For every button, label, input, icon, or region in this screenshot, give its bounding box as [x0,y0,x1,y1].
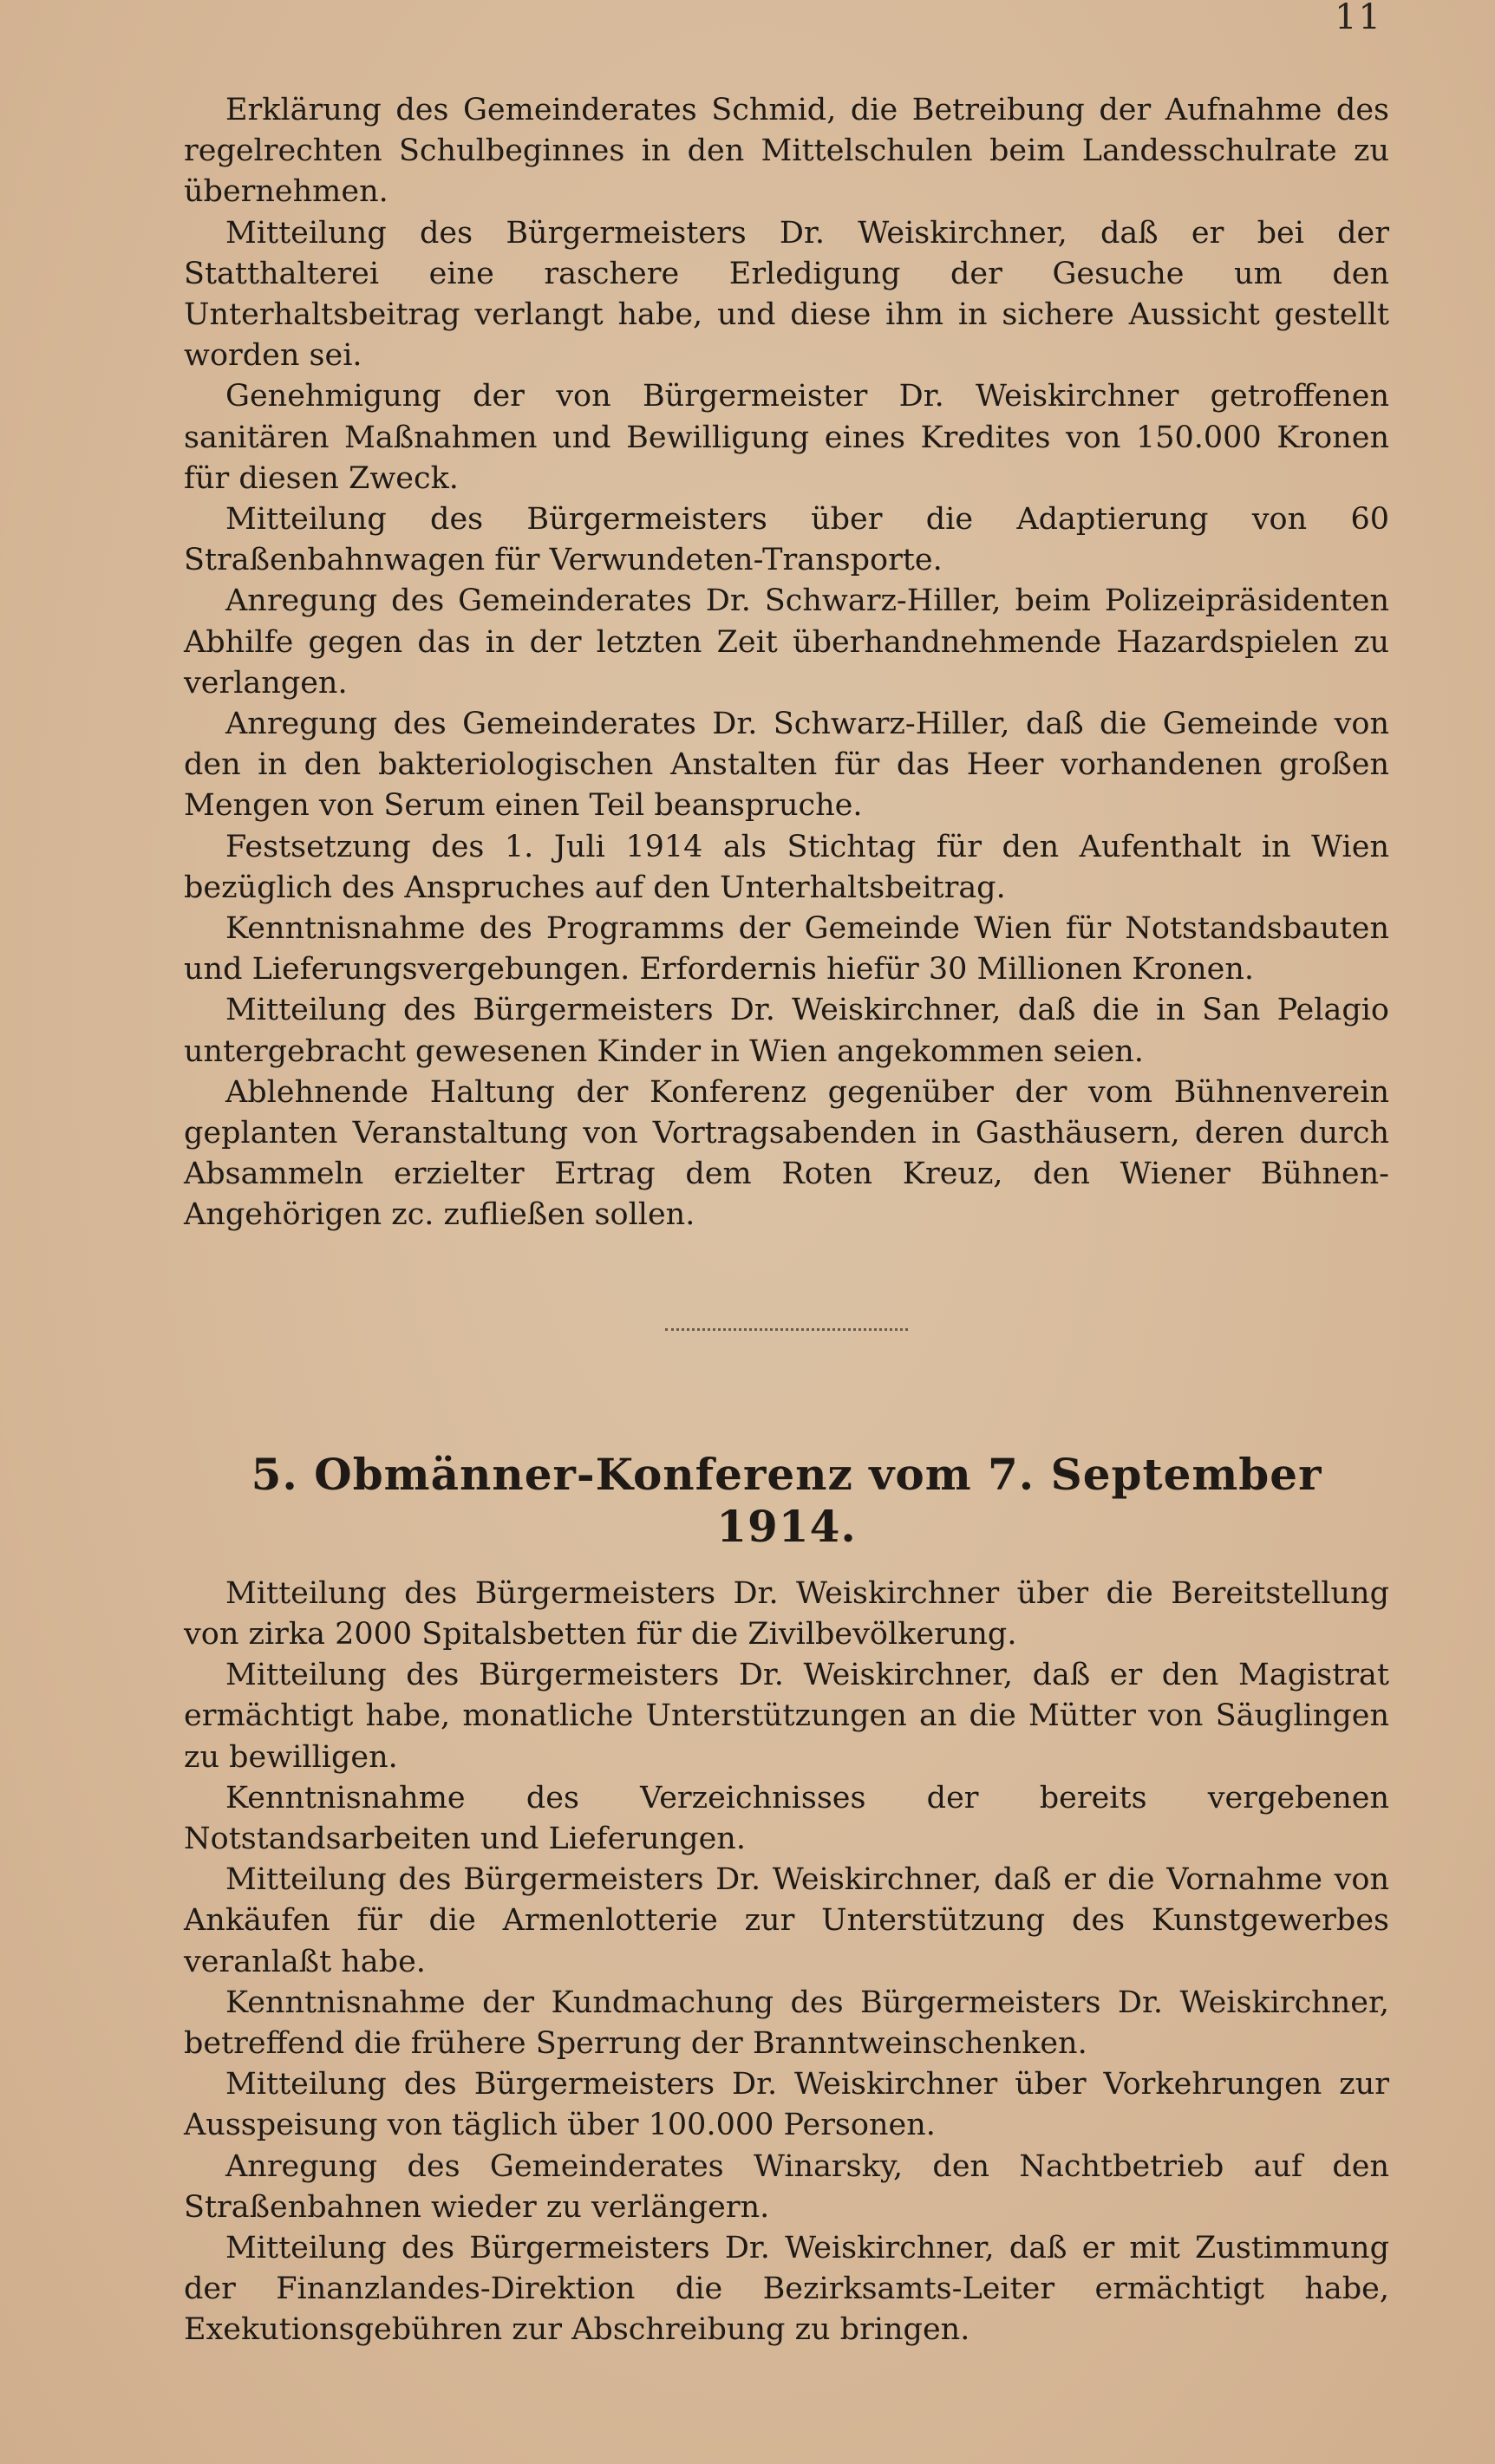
minute-entry: Genehmigung der von Bürgermeister Dr. Weiskirchner getroffenen sanitären Maßnahmen und Bewilligung eines Kredites von 150.000 Kronen für diesen Zweck. [184,379,1389,496]
minute-entry: Mitteilung des Bürgermeisters Dr. Weiskirchner, daß er die Vornahme von Ankäufen für die Armenlotterie zur Unterstützung des Kunstgewerbes veranlaßt habe. [184,1862,1389,1979]
minute-entry: Erklärung des Gemeinderates Schmid, die Betreibung der Aufnahme des regelrechten Schulbeginnes in den Mittelschulen beim Landesschulrate zu übernehmen. [184,93,1389,210]
minute-entry: Anregung des Gemeinderates Dr. Schwarz-Hiller, daß die Gemeinde von den in den bakteriologischen Anstalten für das Heer vorhandenen großen Mengen von Serum einen Teil beanspruche. [184,707,1389,824]
document-page [184,0,1389,2431]
minute-entry: Mitteilung des Bürgermeisters Dr. Weiskirchner über Vorkehrungen zur Ausspeisung von täglich über 100.000 Personen. [184,2067,1389,2143]
minute-entry: Kenntnisnahme der Kundmachung des Bürgermeisters Dr. Weiskirchner, betreffend die frühere Sperrung der Branntweinschenken. [184,1985,1389,2061]
minute-entry: Mitteilung des Bürgermeisters Dr. Weiskirchner, daß die in San Pelagio untergebracht gewesenen Kinder in Wien angekommen seien. [184,993,1389,1069]
minute-entry: Mitteilung des Bürgermeisters Dr. Weiskirchner, daß er den Magistrat ermächtigt habe, monatliche Unterstützungen an die Mütter von Säuglingen zu bewilligen. [184,1658,1389,1775]
section-divider [665,1328,908,1331]
minute-entry: Kenntnisnahme des Verzeichnisses der bereits vergebenen Notstandsarbeiten und Lieferungen. [184,1780,1389,1856]
minute-entry: Mitteilung des Bürgermeisters Dr. Weiskirchner über die Bereitstellung von zirka 2000 Spitalsbetten für die Zivilbevölkerung. [184,1575,1389,1652]
minute-entry: Mitteilung des Bürgermeisters Dr. Weiskirchner, daß er mit Zustimmung der Finanzlandes-Direktion die Bezirksamts-Leiter ermächtigt habe, Exekutionsgebühren zur Abschreibung zu bringen. [184,2230,1389,2348]
page-number: 11 [1335,0,1382,37]
minute-entry: Ablehnende Haltung der Konferenz gegenüber der vom Bühnenverein geplanten Veranstaltung von Vortragsabenden in Gasthäusern, deren durch Absammeln erzielter Ertrag dem Roten Kreuz, den Wiener Bühnen-Angehörigen zc. zufließen sollen. [184,1074,1389,1233]
section-previous-minutes [184,90,1389,1236]
section-conference-minutes [184,1574,1389,2351]
minute-entry: Kenntnisnahme des Programms der Gemeinde Wien für Notstandsbauten und Lieferungsvergebungen. Erfordernis hiefür 30 Millionen Kronen. [184,911,1389,988]
minute-entry: Mitteilung des Bürgermeisters Dr. Weiskirchner, daß er bei der Statthalterei eine raschere Erledigung der Gesuche um den Unterhaltsbeitrag verlangt habe, und diese ihm in sichere Aussicht gestellt worden sei. [184,215,1389,374]
minute-entry: Anregung des Gemeinderates Dr. Schwarz-Hiller, beim Polizeipräsidenten Abhilfe gegen das in der letzten Zeit überhandnehmende Hazardspielen zu verlangen. [184,583,1389,701]
section-heading: 5. Obmänner-Konferenz vom 7. September 1914. [251,1448,1322,1552]
minute-entry: Mitteilung des Bürgermeisters über die Adaptierung von 60 Straßenbahnwagen für Verwundeten-Transporte. [184,502,1389,578]
minute-entry: Anregung des Gemeinderates Winarsky, den Nachtbetrieb auf den Straßenbahnen wieder zu verlängern. [184,2148,1389,2225]
minute-entry: Festsetzung des 1. Juli 1914 als Stichtag für den Aufenthalt in Wien bezüglich des Anspruches auf den Unterhaltsbeitrag. [184,829,1389,905]
